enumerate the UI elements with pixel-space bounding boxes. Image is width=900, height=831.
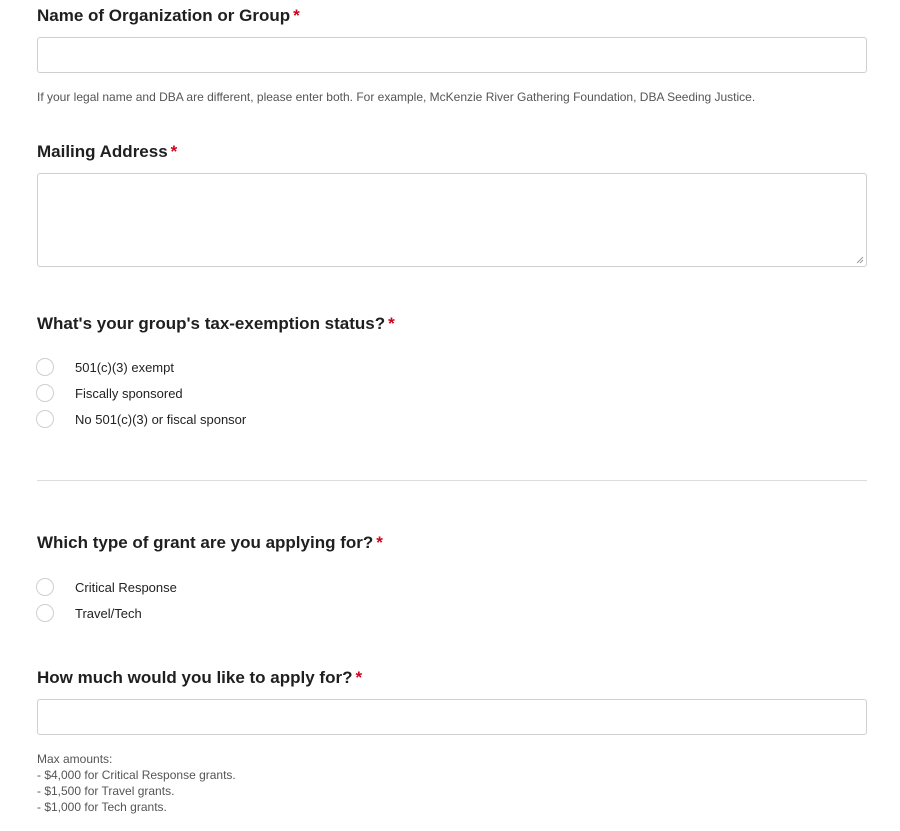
radio-label: Critical Response xyxy=(75,579,177,595)
radio-label: 501(c)(3) exempt xyxy=(75,359,174,375)
tax-status-option-none[interactable] xyxy=(36,406,246,432)
mailing-address-label-text: Mailing Address xyxy=(37,142,168,161)
amount-input[interactable] xyxy=(37,699,867,735)
amount-help-line: Max amounts: xyxy=(37,752,113,766)
grant-type-label-text: Which type of grant are you applying for? xyxy=(37,533,374,552)
radio-label: No 501(c)(3) or fiscal sponsor xyxy=(75,411,247,427)
required-asterisk: * xyxy=(293,6,300,25)
grant-type-label xyxy=(37,533,383,553)
amount-help xyxy=(37,751,236,815)
org-name-input[interactable] xyxy=(37,37,867,73)
radio-label: Fiscally sponsored xyxy=(75,385,183,401)
org-name-label-text: Name of Organization or Group xyxy=(37,6,291,25)
amount-help-line: - $1,500 for Travel grants. xyxy=(37,784,175,798)
tax-status-option-fiscally-sponsored[interactable] xyxy=(36,380,246,406)
org-name-help: If your legal name and DBA are different, please enter both. For example, McKenzie River Gathering Foundation, DBA Seeding Justice. xyxy=(37,90,756,104)
required-asterisk: * xyxy=(170,142,178,161)
tax-status-options xyxy=(37,354,247,432)
radio-button[interactable] xyxy=(36,578,54,596)
mailing-address-label xyxy=(37,142,177,162)
tax-status-label-text: What's your group's tax-exemption status? xyxy=(37,314,386,333)
amount-label-text: How much would you like to apply for? xyxy=(37,668,353,687)
radio-label: Travel/Tech xyxy=(75,605,142,621)
mailing-address-textarea[interactable] xyxy=(37,173,867,267)
grant-type-options xyxy=(37,574,178,626)
amount-help-line: - $4,000 for Critical Response grants. xyxy=(37,768,236,782)
radio-button[interactable] xyxy=(36,358,54,376)
tax-status-option-501c3[interactable] xyxy=(36,354,246,380)
mailing-address-wrapper xyxy=(37,173,867,267)
radio-button[interactable] xyxy=(36,410,54,428)
tax-status-label xyxy=(37,314,395,334)
radio-button[interactable] xyxy=(36,384,54,402)
radio-button[interactable] xyxy=(36,604,54,622)
amount-help-line: - $1,000 for Tech grants. xyxy=(37,800,167,814)
amount-label xyxy=(37,668,362,688)
required-asterisk: * xyxy=(355,668,363,687)
required-asterisk: * xyxy=(388,314,395,333)
grant-type-option-critical-response[interactable] xyxy=(36,574,177,600)
section-divider xyxy=(37,480,867,481)
grant-type-option-travel-tech[interactable] xyxy=(36,600,177,626)
required-asterisk: * xyxy=(376,533,383,552)
org-name-label xyxy=(37,6,300,26)
